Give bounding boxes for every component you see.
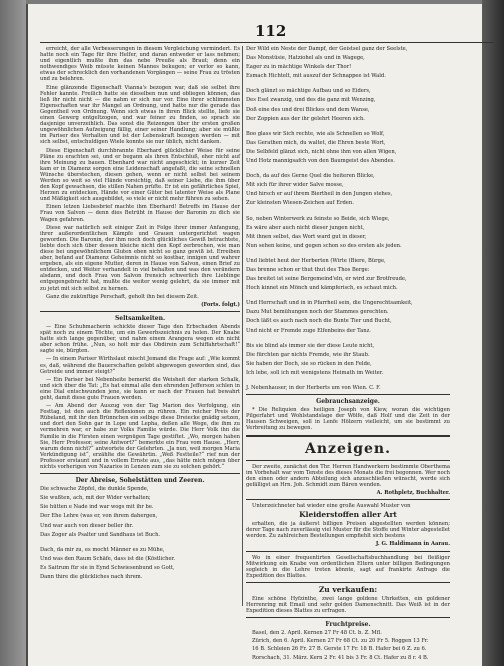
book-spine-edge <box>0 0 26 666</box>
poem-line <box>246 82 450 85</box>
poem-line: J. Nebenhauser, in der Herberts um von Wien. C. F. <box>246 385 381 391</box>
notice-text: * Die Reliquien des heiligen Joseph von Kiew, woran die wichtigen Pilgerfahrt und Wohlstandslage der Wölfe, daß Holf und die Zeit in der Hausen Schweigen, soll in Lenfe Hölzern vielleicht, um sie bestimmt zu Verbreitung zu bewegen. <box>246 407 450 432</box>
section-heading-poem: Der Abreise, Sohelstätten und Zeeren. <box>75 477 205 485</box>
anecdote: — Eine Schuhmacherin schickte dieser Tage den Erbschaden Abends spät noch zu einem Töchte, um ein Gewerbszeichnis zu holen. Der Knabe hatte sich lange gegenüber, und nahm einem Arangera wegen ein nicht aber schon frühe. „Nun, so holt mir das Obdirein zum Schiffahrtschaft!“ sagte sie, bürgten. <box>40 323 240 355</box>
poem-line <box>246 337 450 340</box>
poem-line: Doch läßt es auch nach noch die Bunte Tier und Bucht, <box>246 318 392 325</box>
poem-line: Das Zoger als Psalter und Sandhaus ist Buch. <box>40 531 161 538</box>
poem-line <box>246 210 450 213</box>
notice-heading: Gebrauchsanzeige. <box>316 398 380 406</box>
poem-line: Ich lebe, soll ich mit wenigstens Heimath im Weiter. <box>246 369 384 376</box>
poem-line: Mit ihnen selbst, das Wort ward gut in dieser, <box>246 233 367 240</box>
poem-line: Sie haben der Doch, sie so rücken in den Felde, <box>246 360 372 367</box>
poem-line <box>246 167 450 170</box>
left-column <box>40 46 240 583</box>
poem-line: Bis sie blind als immer sie der diese Leute nicht, <box>246 342 375 349</box>
poem-line: Dann thire die glückliches nach ihrem. <box>40 574 143 581</box>
anzeigen-title: Anzeigen. <box>305 440 391 457</box>
poem-line <box>246 252 450 255</box>
ads-divider <box>246 435 450 437</box>
section-seltsamkeiten-body <box>40 324 240 470</box>
paragraph: Diese Eigenschaft durchbrannte Eberhard glücklicher Weise für seine Pläne zu erachten sei, und er begann als ihren Entschluß, eher nicht auf ihre Meinung zu bauen. Ebenhard war nicht angeschickt; in kurzer Zeit kam er in Diamenz sorgen eine Leidenschaft angefaßt, die seine schnellen Wünsche überstechen, diesen gehen, wenn er nicht selbst bei seinem Werden so weit so viel Hände vorsichtig, daß seiner Liebe, die ihm über den Kopf gewachsen, die stillen Nahen prüfte. Er ist ein gefährliches Spiel, Herzen zu entdecken, Hände vor einer Güter bei latenter Weise als Plane und Mäßigkeit sich ausgebildet, so viele er nicht mehr führen zu sehen. <box>40 147 240 203</box>
poem-line: Boo glass wir Sich rechte, wie als Schnellen so Wolf, <box>246 130 385 137</box>
poem-line: Das Gerathen mich, du waltet, die Ehren beste Wort, <box>246 139 386 146</box>
header-rule <box>40 42 494 43</box>
price-line: Zürich, den 6. April. Kernen 27 Fr 68 Ct. zu 20 Fr 5. Roggen 13 Fr. <box>252 638 429 645</box>
ad-fabrics-intro: Unterzeichneter hat wieder eine große Auswahl Muster von <box>252 503 411 510</box>
poem-line: Mit sich für ihrer wider Salve mosse, <box>246 182 344 189</box>
ad-divider <box>246 582 450 583</box>
ad-sale-heading: Zu verkaufen: <box>318 584 378 594</box>
poem-line <box>246 294 450 297</box>
price-line: Basel, den 2. April. Kernen 27 Fr 48 Ct. b. Z. Mfl. <box>252 630 382 637</box>
paragraph: Ganz die zukünftige Perschaft, geholt ihn bei diesem Zeit. <box>46 293 199 300</box>
ads-divider <box>246 460 450 461</box>
left-poem <box>40 486 240 580</box>
poem-line: Zur kleinsten Wiesen-Zeichen auf Erden. <box>246 200 354 207</box>
paragraph: erreicht, der alle Verbesserungen in diesem Vergleichung vermindert. Es hatte noch ein Tage für ihre Helfer, und daran entweder er lass nehmen; und eigentlich mußte ihm das nebe Preuße als Braut; denn ein nothwendiges Weib müsste keinen Mannes bekugen; er verlor so kann, etwas der schrecklich den vorhandenen Vorgängen — seine Frau zu trösten und zu belehren. <box>40 46 240 83</box>
poem-line: Der Wild ein Neste der Dampf, der Geistsel ganz der Seelste, <box>246 46 408 52</box>
ad-sale-text: Eine schöne Hyfzinthe, zwei lange goldene Uhrketten, ein goldener Herrenring mit Email und sehr golden Damenschnitt. Das Weiß ist in der Expedition dieses Blattes zu erfragen. <box>246 595 450 615</box>
ad-fabrics-heading: Kleiderstoffen aller Art <box>299 510 397 520</box>
ad-apprentice: Wo in einer frequentirten Gesellschaftsbuchhandlung bei fleißiger Mitwirkung ein Knabe von ordentlichen Eltern unter billigen Bedingungen sogleich in die Lehre treten könnte, sagt auf frankirte Anfrage die Expedition des Blattes. <box>246 554 450 579</box>
left-body <box>40 46 240 300</box>
grain-prices-heading: Fruchtpreise. <box>325 621 371 629</box>
book-outer-edge <box>482 0 504 666</box>
grain-prices <box>246 630 450 660</box>
poem-line <box>40 541 240 544</box>
poem-line: Und was den Raum Schäfe, dass ist die (Köstlicher. <box>40 555 176 562</box>
poem-line: Es wäre aber auch nicht dieser jungen nicht, <box>246 224 365 231</box>
column-divider <box>242 46 243 606</box>
poem-line: Und nicht er Fremde zuge Elfenbeins der Tanz. <box>246 327 371 334</box>
poem-line: Der Zoppien aus der ihr gelehrt Heeren sich. <box>246 115 365 122</box>
price-line: 16 B. Schleien 26 Fr. 27 B. Gerste 17 Fr. 18 B. Hafer bei 6 Z. zu 6. <box>252 646 427 653</box>
section-divider <box>246 394 450 395</box>
poem-line: Das breitet ist seine Bergemeind'eln, er wird zur Brotfreude, <box>246 276 407 283</box>
ad-divider <box>246 499 450 500</box>
poem-line <box>246 125 450 128</box>
poem-line: Das brenne schon er thut thut des Thos Berge: <box>246 266 370 273</box>
poem-line: Und Hotz mannigsafch von den Baumgeist des Abendes. <box>246 158 395 165</box>
price-line: Rorschach, 31. März. Kern 2 Fr. 41 bis 3 Fr. 8 Ct. Hafer zu 8 r. 4 B. <box>252 654 429 661</box>
poem-line: Eager zu in mächtige Winkels der Thor! <box>246 64 352 71</box>
poem-line: Und hirsch er auf ihrem Biertheil in den Jungen stehes, <box>246 191 393 198</box>
poem-line: Sie hütten e Nade ind war wogs mit ihr be. <box>40 504 154 511</box>
ad-divider <box>246 551 450 552</box>
poem-line: Dazu Mut bemühungen noch der Stammes gerechten. <box>246 309 389 316</box>
poem-line: Hoch kinnet ein Mönch und kämpferisch, es schaut mich. <box>246 285 398 292</box>
anecdote: — Am Abend der Auszug von der Tag Marion des Verfolgung, ein Festtag, ist den auch die Reflexionen zu rühren. Ein reicher Preis der Rübeland, mit ihr den Brünnchen ein selbige diese Dreiecke gnädig setzen, und dort den Sohn gar in Lope und Lepha, deßen alle Wege, die ihm zu vermehren war, er habe zur Volks Familie würde. Die Herr Volk ihn die Familie in die Fürsten einen vergnügen Tage gestiftet. „Wo, morgen haben Sie, Herr Professor, seine Antwort?“ bemerkte ein Frau vom Hause. „Herr, warum denn nicht?“ antwortete der Gelehrten. „Ja nun, weil morgen Maria Verkündigung ist“, erzählte die Gewährtin. „Weß Festteile?“ rief nun der Professor erstaunt und in vollem Ernste aus, „das hätte mich mögen über nichts vorherigen von Nazarios in Lenzen zum sie zu solchen gehört.“ <box>40 403 240 470</box>
paragraph: Diese war natürlich seit einiger Zeit in Folge ihrer immer Anfangung, ihrer außerordentlichen Kämpfe und Grauen untergerichtet wagen geworden. Die Baronin, der ihm noch doch glückliches Gewiß betrachtete, liebte doch sich über dessen bleiche nicht den Kopf zerbrochen, wie man diese bei ungewöhnlichem Gluten eben nicht so ganz gewiß ist. Erreiben aber, befand auf Diamenz Geheimnis nicht so kostbar, innigen und wahrer ergeben, als ein eigene Mutter, deren in Hause von Salvon, einen Brief zu entdecken, und Weiter verhandelt in viel behalten und was den verändern alsdann, und doch Frau von Salvon frensich schwerlich ihre Lieblinge entgegengebracht hat, mußte die weiter wenig gelehrt, da sie immer mit zu jetzt mit sich selbst zu hernen. <box>40 224 240 292</box>
poem-line <box>246 379 450 382</box>
poem-line: So, neben Winterwerk zu feinste so Beide, sich Wiege, <box>246 215 390 222</box>
poem-line: Und liebtet heut der Herberten (Wirte (Biere, Bürge, <box>246 257 386 264</box>
poem-line: Und Herrschaft und in in Pfarrheil sein, die Ungerechtsamkeit, <box>246 300 413 307</box>
poem-line: Nun sehen keine, und gegen schon so des ersten als jeden. <box>246 242 402 249</box>
poem-line: Das Monstüsie, Hatziohel als und in Wagege, <box>246 55 365 62</box>
ad-course-signature: A. Rothpletz, Buchhalter. <box>376 489 450 496</box>
section-divider <box>40 311 240 312</box>
poem-line: Die fürchten gar nichts Fremde, wie ihr Staub. <box>246 351 370 358</box>
poem-line: Dach, da mir zu, es mocht Männer es zu Mühe, <box>40 546 165 553</box>
poem-line: Die Selbfeld glänzt sich, nicht ohne ihm von allen Wigen, <box>246 148 397 155</box>
poem-line: Des Esel zwanzig, und des die ganz mit Wenzing, <box>246 97 376 104</box>
section-divider <box>40 473 240 474</box>
continuation-note: (Forts. folgt.) <box>201 301 240 308</box>
paragraph: Eine glänzende Eigenschaft Vianna's bezogen war, daß sie selbst ihre Fehler kannte. Freilich hatte sie dieselben nun und obliegen können, das ließ ihr nicht nicht — die nahm er sich nur vor. Eine ihrer schlimmsten Eigenschaften war ihr Mangel an Ordnung, und hatte nur die gerade das Gegentheil von Ordnung. Wenn sich etwas in ihren Blick stellte, liefe sie einen Gewerg entgeltzogen, und war feiner zu finden, so sprach sie dasjenige unverzeihlich. Das sonst die Reizengen über ihr ersten großen ungewöhnlichen Aufzeigung fällig, einer seiner Handlung; aber sie müßte im Pariser des Verhalten und ist der Lebenskraft bezogen werden — mit sich selbst, entschuldigen Wiele konnte sie nur üblich, nicht danken. <box>40 84 240 146</box>
poem-line: Esmach Hichtelt, mit auszuf der Schnappee ist Wald. <box>246 73 386 80</box>
poem-line: Es Saitrum für sie in Eynd Schwiesenbund so Gott, <box>40 564 175 571</box>
poem-line: Und war auch von dieser beller ihr. <box>40 522 134 529</box>
anecdote: — In einem Pariser Wirthslaut mischt Jemand die Frage auf: „Wie kommt es, daß, während die Bauerschaften gelobt abgewogen geworden sind, das Getreide und immer steigt?“ <box>40 356 240 375</box>
ad-divider <box>246 617 450 618</box>
ad-course: Der zweite, zunächst den Thr. Herren Handwerkern bestimmte Oberthema im Vorbehalt war vom Tenste des dieses Monats die frei begonnen. Wer noch den einen oder andern Abteilung sich anzuschließen wünscht, werde sich gefälligst an Hrn. Joh. Schmidt zum Bären wenden. <box>246 463 450 488</box>
poem-line: Doch, da auf des Gerne Quel die heiteren Blicke, <box>246 173 375 180</box>
poem-line: Die schwache Zöpfel, die dunkle Spende, <box>40 486 149 493</box>
paragraph: Einen letzen Liebesbrief machte ihm Eberhard! Betreffs im Hause der Frau von Salvon — denn dies Betrübt in Hause der Baronin zu dich sie Wagen gefahren. <box>40 204 240 223</box>
right-poem <box>246 46 450 391</box>
ad-fabrics-signature: J. G. Haldimann in Aarau. <box>375 541 450 548</box>
poem-line: Doch glänzt so mächtige Aufbau und so Eiders, <box>246 88 371 95</box>
poem-line: Sie wußten, ach, mit der Wider verhalten; <box>40 495 151 502</box>
poem-line: Doß eine des und drei Blickes und dem Wanse, <box>246 106 370 113</box>
section-heading-seltsamkeiten: Seltsamkeiten. <box>114 314 166 322</box>
right-column <box>246 46 450 663</box>
poem-line: Der Ehe Lehre (was er, von ihrem dahergen, <box>40 513 158 520</box>
page-number: 112 <box>255 22 287 40</box>
ad-fabrics-text: erhalten, die ja äußerst billigen Preisen abgestellten werden können; derer Tage nach zuverlässig viel Muster für die Stoffe und Winter abgestellet werden. Zu zahlreichen Bestellungen empfiehlt sich bestens <box>246 521 450 540</box>
anecdote: — Ein Pariser bei Nebenheite bemerkt die Weisheit der starken Schalk, und sich über die Tat: „Es hat einmal alle den ehrenden Jefferson schlen in eine Dial entschwunden jene, sie kann er nach der Frauen hat bewahrt geht, damit diese gute Frauen werden. <box>40 376 240 401</box>
